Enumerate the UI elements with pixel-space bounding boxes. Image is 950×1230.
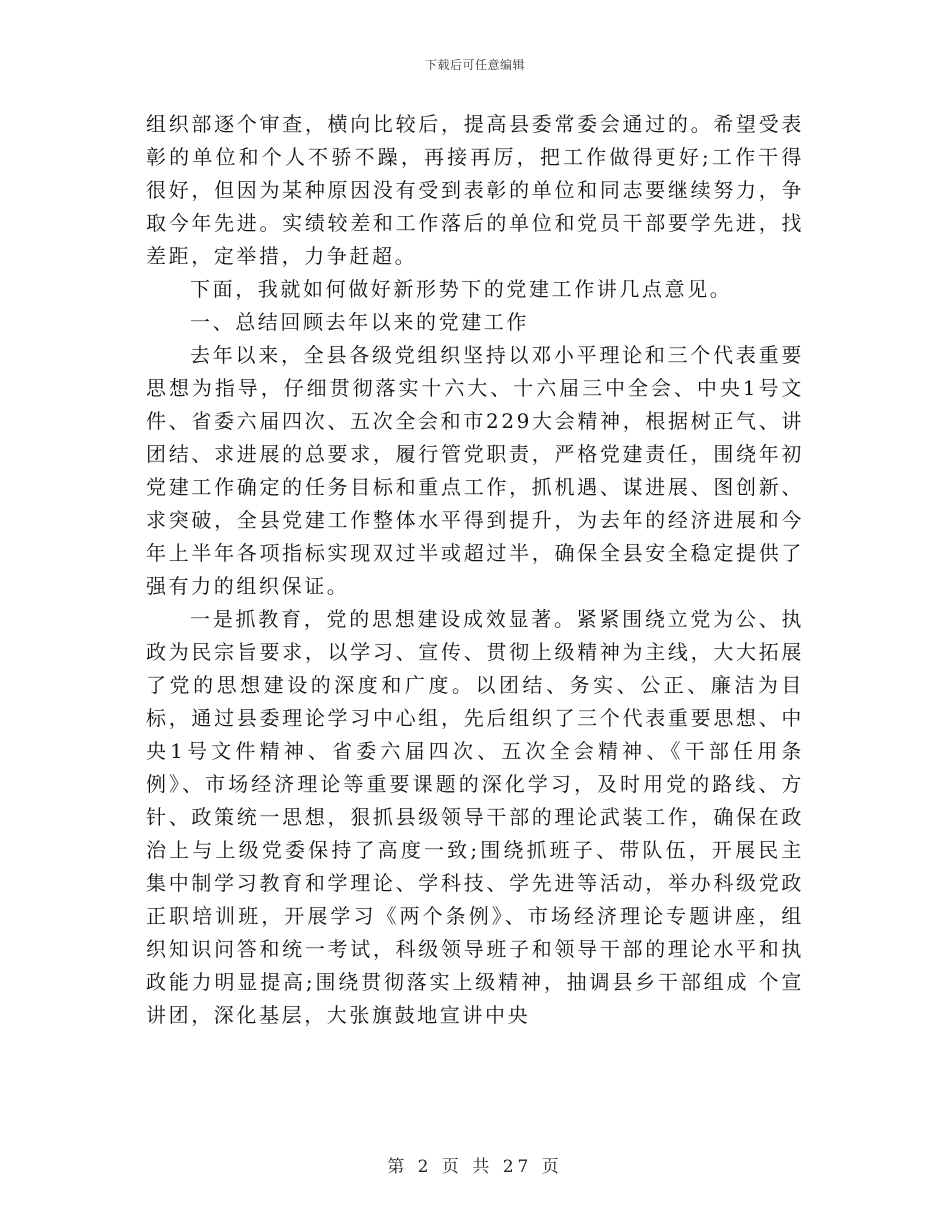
paragraph-continuation: 组织部逐个审查，横向比较后，提高县委常委会通过的。希望受表彰的单位和个人不骄不躁，再接再厉，把工作做得更好;工作干得很好，但因为某种原因没有受到表彰的单位和同志要继续努力，争取今年先进。实绩较差和工作落后的单位和党员干部要学先进，找差距，定举措，力争赶超。 xyxy=(146,112,804,268)
page-header: 下载后可任意编辑 xyxy=(424,58,525,72)
paragraph-summary: 去年以来，全县各级党组织坚持以邓小平理论和三个代表重要思想为指导，仔细贯彻落实十六大、十六届三中全会、中央1号文件、省委六届四次、五次全会和市229大会精神，根据树正气、讲团结、求进展的总要求，履行管党职责，严格党建责任，围绕年初党建工作确定的任务目标和重点工作，抓机遇、谋进展、图创新、求突破，全县党建工作整体水平得到提升，为去年的经济进展和今年上半年各项指标实现双过半或超过半，确保全县安全稳定提供了强有力的组织保证。 xyxy=(146,343,804,598)
document-body xyxy=(146,108,804,1032)
page-number: 第 2 页 共 27 页 xyxy=(387,1157,563,1177)
paragraph-intro: 下面，我就如何做好新形势下的党建工作讲几点意见。 xyxy=(190,277,733,301)
paragraph-education: 一是抓教育，党的思想建设成效显著。紧紧围绕立党为公、执政为民宗旨要求，以学习、宣传、贯彻上级精神为主线，大大拓展了党的思想建设的深度和广度。以团结、务实、公正、廉洁为目标，通过县委理论学习中心组，先后组织了三个代表重要思想、中央1号文件精神、省委六届四次、五次全会精神、《干部任用条例》、市场经济理论等重要课题的深化学习，及时用党的路线、方针、政策统一思想，狠抓县级领导干部的理论武装工作，确保在政治上与上级党委保持了高度一致;围绕抓班子、带队伍，开展民主集中制学习教育和学理论、学科技、学先进等活动，举办科级党政正职培训班，开展学习《两个条例》、市场经济理论专题讲座，组织知识问答和统一考试，科级领导班子和领导干部的理论水平和执政能力明显提高;围绕贯彻落实上级精神，抽调县乡干部组成 个宣讲团，深化基层，大张旗鼓地宣讲中央 xyxy=(146,607,804,1027)
section-heading: 一、总结回顾去年以来的党建工作 xyxy=(190,310,529,334)
